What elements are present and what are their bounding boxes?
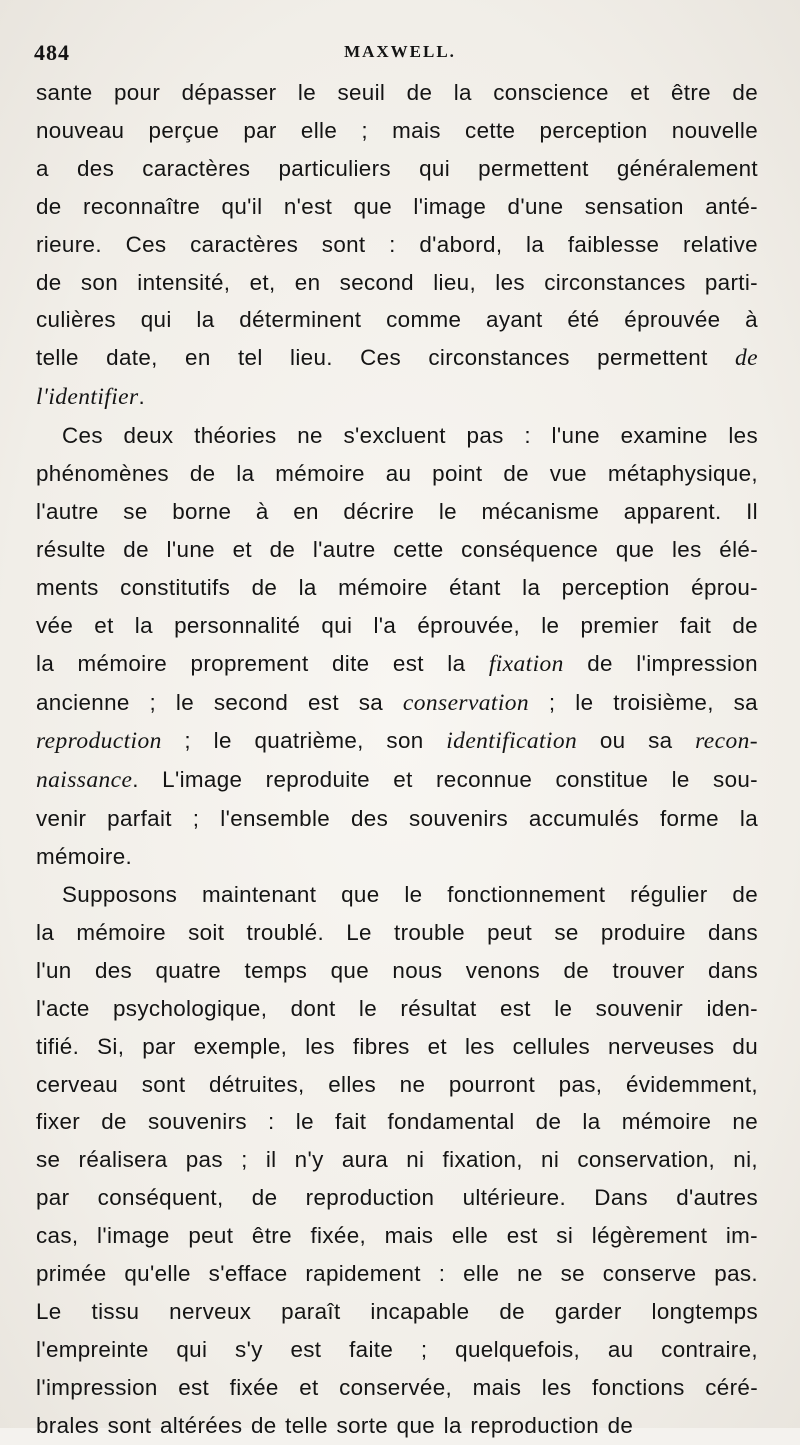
text-line <box>36 378 758 417</box>
italic-text: identification <box>446 728 578 755</box>
text-segment: par conséquent, de reproduction ultérieure. Dans d'autres <box>36 1185 758 1211</box>
text-line <box>36 188 758 226</box>
text-segment: sante pour dépasser le seuil de la conscience et être de <box>36 80 758 105</box>
text-line <box>36 150 758 188</box>
text-segment: la mémoire proprement dite est la <box>36 650 489 676</box>
text-segment: nouveau perçue par elle ; mais cette perception nouvelle <box>36 117 758 143</box>
paragraph <box>36 417 758 876</box>
text-segment: a des caractères particuliers qui permettent généralement <box>36 155 758 181</box>
text-line <box>36 1028 758 1066</box>
text-segment: tifié. Si, par exemple, les fibres et les cellules nerveuses du <box>36 1033 758 1059</box>
italic-text: naissance <box>36 767 133 794</box>
text-line <box>36 838 758 876</box>
italic-text: conservation <box>402 689 530 716</box>
text-segment: ancienne ; le second est sa <box>36 689 403 715</box>
text-segment: la mémoire soit troublé. Le trouble peut se produire dans <box>36 919 758 945</box>
text-line <box>36 417 758 455</box>
italic-text: recon- <box>695 728 758 755</box>
text-segment: ments constitutifs de la mémoire étant la perception éprou- <box>36 574 758 600</box>
text-line <box>36 301 758 339</box>
text-line <box>36 1141 758 1179</box>
text-segment: l'impression est fixée et conservée, mais les fonctions céré- <box>36 1374 758 1400</box>
text-line <box>36 339 758 378</box>
italic-text: l'identifier <box>36 384 139 411</box>
page-header <box>34 40 766 70</box>
text-line <box>36 1369 758 1407</box>
text-segment: de reconnaître qu'il n'est que l'image d'une sensation anté- <box>36 193 758 219</box>
text-segment: phénomènes de la mémoire au point de vue métaphysique, <box>36 461 758 487</box>
text-segment: venir parfait ; l'ensemble des souvenirs accumulés forme la <box>36 806 758 832</box>
text-line <box>36 112 758 150</box>
text-segment: Ces deux théories ne s'excluent pas : l'une examine les <box>62 423 758 449</box>
text-segment: de l'impression <box>563 650 758 676</box>
text-line <box>36 531 758 569</box>
text-line <box>36 1331 758 1369</box>
italic-text: de <box>735 345 758 372</box>
text-line <box>36 607 758 645</box>
text-segment: se réalisera pas ; il n'y aura ni fixation, ni conservation, ni, <box>36 1147 758 1173</box>
text-line <box>36 1293 758 1331</box>
text-line <box>36 264 758 302</box>
text-segment: vée et la personnalité qui l'a éprouvée, le premier fait de <box>36 612 758 638</box>
text-line <box>36 914 758 952</box>
running-title: MAXWELL. <box>344 42 456 61</box>
text-segment: culières qui la déterminent comme ayant été éprouvée à <box>36 307 758 333</box>
paragraph <box>36 876 758 1445</box>
text-segment: Supposons maintenant que le fonctionnement régulier de <box>62 882 758 908</box>
text-line <box>36 761 758 800</box>
text-segment: l'autre se borne à en décrire le mécanisme apparent. Il <box>36 498 758 524</box>
text-segment: de son intensité, et, en second lieu, les circonstances parti- <box>36 269 758 295</box>
text-segment: cerveau sont détruites, elles ne pourront pas, évidemment, <box>36 1071 758 1097</box>
text-line <box>36 1407 758 1445</box>
text-segment: primée qu'elle s'efface rapidement : elle ne se conserve pas. <box>36 1261 758 1287</box>
text-segment: rieure. Ces caractères sont : d'abord, la faiblesse relative <box>36 231 758 257</box>
text-line <box>36 800 758 838</box>
text-segment: mémoire. <box>36 844 133 870</box>
text-line <box>36 684 758 723</box>
text-segment: l'acte psychologique, dont le résultat est le souvenir iden- <box>36 995 758 1021</box>
text-segment: ou sa <box>577 728 696 754</box>
text-segment: ; le troisième, sa <box>529 689 758 715</box>
text-line <box>36 569 758 607</box>
text-segment: ; le quatrième, son <box>161 728 447 754</box>
text-segment: l'empreinte qui s'y est faite ; quelquefois, au contraire, <box>36 1336 758 1362</box>
text-segment: Le tissu nerveux paraît incapable de garder longtemps <box>36 1299 758 1324</box>
text-segment: cas, l'image peut être fixée, mais elle est si légèrement im- <box>36 1223 758 1249</box>
text-line <box>36 493 758 531</box>
text-segment: l'un des quatre temps que nous venons de trouver dans <box>36 957 758 983</box>
page-number: 484 <box>34 40 70 65</box>
text-segment: . L'image reproduite et reconnue constitue le sou- <box>132 767 758 793</box>
text-line <box>36 876 758 914</box>
text-line <box>36 74 758 112</box>
text-segment: . <box>138 384 146 410</box>
text-line <box>36 1255 758 1293</box>
text-segment: résulte de l'une et de l'autre cette conséquence que les élé- <box>36 536 758 562</box>
text-line <box>36 455 758 493</box>
text-line <box>36 722 758 761</box>
paragraph <box>36 74 758 417</box>
text-line <box>36 1179 758 1217</box>
italic-text: fixation <box>488 650 564 677</box>
text-segment: brales sont altérées de telle sorte que la reproduction de <box>36 1412 634 1438</box>
text-line <box>36 226 758 264</box>
body-text <box>36 74 758 1445</box>
text-line <box>36 645 758 684</box>
text-segment: telle date, en tel lieu. Ces circonstances permettent <box>36 345 736 371</box>
text-line <box>36 1217 758 1255</box>
text-segment: fixer de souvenirs : le fait fondamental de la mémoire ne <box>36 1109 758 1135</box>
text-line <box>36 952 758 990</box>
text-line <box>36 1066 758 1104</box>
italic-text: reproduction <box>36 728 162 755</box>
text-line <box>36 990 758 1028</box>
text-line <box>36 1103 758 1141</box>
